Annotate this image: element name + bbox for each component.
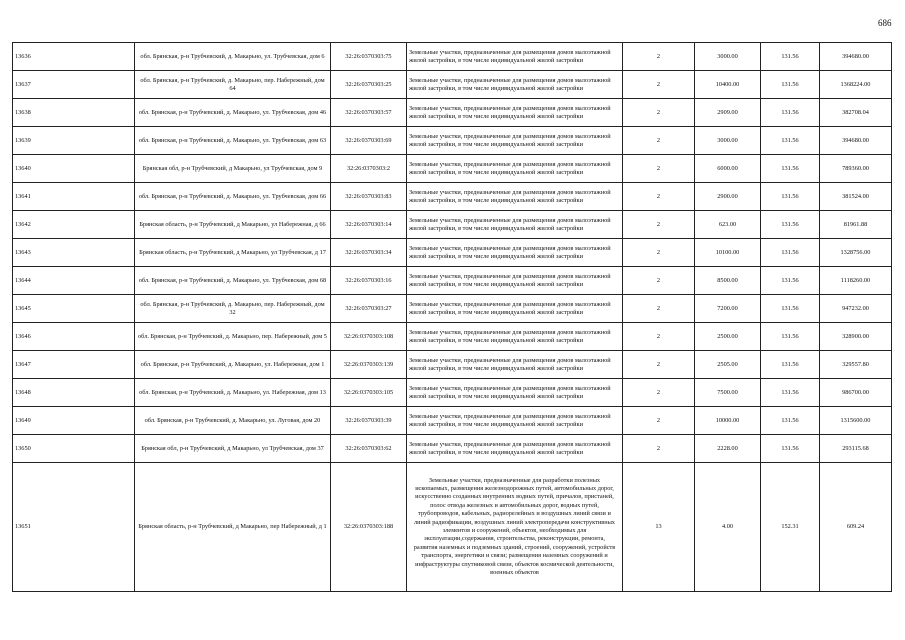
- permitted-use: Земельные участки, предназначенные для размещения домов малоэтажной жилой застройки, в том числе индивидуальной жилой застройки: [407, 211, 623, 239]
- table-row: [13, 463, 892, 592]
- address-cell: Брянская область, р-н Трубчевский, д Макарьно, ул Набережная, д 66: [135, 211, 331, 239]
- permitted-use: Земельные участки, предназначенные для размещения домов малоэтажной жилой застройки, в том числе индивидуальной жилой застройки: [407, 183, 623, 211]
- area-value: 3000.00: [695, 43, 761, 71]
- area-value: 623.00: [695, 211, 761, 239]
- address-cell: обл. Брянская, р-н Трубчевский, д. Макарьно, ул. Трубчевская, дом 66: [135, 183, 331, 211]
- row-number: 13648: [13, 379, 135, 407]
- category-code: 2: [623, 71, 695, 99]
- table-row: [13, 127, 892, 155]
- cadastral-value: 381524.00: [820, 183, 892, 211]
- category-code: 2: [623, 323, 695, 351]
- area-value: 2900.00: [695, 183, 761, 211]
- cadastral-number: 32:26:0370303:16: [331, 267, 407, 295]
- row-number: 13643: [13, 239, 135, 267]
- permitted-use: Земельные участки, предназначенные для размещения домов малоэтажной жилой застройки, в том числе индивидуальной жилой застройки: [407, 43, 623, 71]
- cadastral-value: 382708.04: [820, 99, 892, 127]
- area-value: 3000.00: [695, 127, 761, 155]
- address-cell: обл. Брянская, р-н Трубчевский, д. Макарьно, пер. Набережный, дом 32: [135, 295, 331, 323]
- area-value: 6000.00: [695, 155, 761, 183]
- cadastral-value: 789360.00: [820, 155, 892, 183]
- table-body: [13, 43, 892, 592]
- cadastral-value: 81961.88: [820, 211, 892, 239]
- specific-value: 131.56: [761, 127, 820, 155]
- cadastral-value: 329557.80: [820, 351, 892, 379]
- category-code: 2: [623, 379, 695, 407]
- cadastral-number: 32:26:0370303:34: [331, 239, 407, 267]
- address-cell: обл. Брянская, р-н Трубчевский, д. Макарьно, пер. Набережный, дом 64: [135, 71, 331, 99]
- area-value: 10100.00: [695, 239, 761, 267]
- area-value: 7200.00: [695, 295, 761, 323]
- table-row: [13, 295, 892, 323]
- permitted-use: Земельные участки, предназначенные для размещения домов малоэтажной жилой застройки, в том числе индивидуальной жилой застройки: [407, 99, 623, 127]
- address-cell: Брянская обл, р-н Трубчевский, д Макарьно, ул Трубчевская, дом 9: [135, 155, 331, 183]
- cadastral-value: 394680.00: [820, 43, 892, 71]
- specific-value: 131.56: [761, 323, 820, 351]
- permitted-use: Земельные участки, предназначенные для размещения домов малоэтажной жилой застройки, в том числе индивидуальной жилой застройки: [407, 379, 623, 407]
- cadastral-value: 1328756.00: [820, 239, 892, 267]
- page-number: 686: [878, 18, 892, 28]
- category-code: 13: [623, 463, 695, 592]
- specific-value: 131.56: [761, 99, 820, 127]
- cadastral-number: 32:26:0370303:188: [331, 463, 407, 592]
- area-value: 10400.00: [695, 71, 761, 99]
- permitted-use: Земельные участки, предназначенные для размещения домов малоэтажной жилой застройки, в том числе индивидуальной жилой застройки: [407, 407, 623, 435]
- permitted-use: Земельные участки, предназначенные для размещения домов малоэтажной жилой застройки, в том числе индивидуальной жилой застройки: [407, 295, 623, 323]
- specific-value: 131.56: [761, 379, 820, 407]
- category-code: 2: [623, 155, 695, 183]
- address-cell: обл. Брянская, р-н Трубчевский, д. Макарьно, ул. Набережная, дом 1: [135, 351, 331, 379]
- cadastral-value: 1118260.00: [820, 267, 892, 295]
- cadastral-value: 328900.00: [820, 323, 892, 351]
- table-row: [13, 407, 892, 435]
- row-number: 13639: [13, 127, 135, 155]
- address-cell: обл. Брянская, р-н Трубчевский, д. Макарьно, ул. Трубчевская, дом 6: [135, 43, 331, 71]
- cadastral-number: 32:26:0370303:62: [331, 435, 407, 463]
- permitted-use: Земельные участки, предназначенные для размещения домов малоэтажной жилой застройки, в том числе индивидуальной жилой застройки: [407, 323, 623, 351]
- table-row: [13, 435, 892, 463]
- permitted-use: Земельные участки, предназначенные для размещения домов малоэтажной жилой застройки, в том числе индивидуальной жилой застройки: [407, 351, 623, 379]
- cadastral-value: 1315600.00: [820, 407, 892, 435]
- cadastral-value: 394680.00: [820, 127, 892, 155]
- cadastral-number: 32:26:0370303:139: [331, 351, 407, 379]
- row-number: 13645: [13, 295, 135, 323]
- address-cell: обл. Брянская, р-н Трубчевский, д. Макарьно, ул. Трубчевская, дом 68: [135, 267, 331, 295]
- cadastral-number: 32:26:0370303:69: [331, 127, 407, 155]
- permitted-use: Земельные участки, предназначенные для размещения домов малоэтажной жилой застройки, в том числе индивидуальной жилой застройки: [407, 435, 623, 463]
- table-row: [13, 71, 892, 99]
- cadastral-number: 32:26:0370303:39: [331, 407, 407, 435]
- table-row: [13, 239, 892, 267]
- row-number: 13636: [13, 43, 135, 71]
- category-code: 2: [623, 43, 695, 71]
- area-value: 10000.00: [695, 407, 761, 435]
- area-value: 2228.00: [695, 435, 761, 463]
- cadastral-value: 947232.00: [820, 295, 892, 323]
- cadastral-value: 293115.68: [820, 435, 892, 463]
- area-value: 2909.00: [695, 99, 761, 127]
- area-value: 7500.00: [695, 379, 761, 407]
- row-number: 13642: [13, 211, 135, 239]
- area-value: 2505.00: [695, 351, 761, 379]
- category-code: 2: [623, 407, 695, 435]
- permitted-use: Земельные участки, предназначенные для размещения домов малоэтажной жилой застройки, в том числе индивидуальной жилой застройки: [407, 127, 623, 155]
- table-row: [13, 183, 892, 211]
- row-number: 13638: [13, 99, 135, 127]
- row-number: 13650: [13, 435, 135, 463]
- specific-value: 131.56: [761, 43, 820, 71]
- area-value: 8500.00: [695, 267, 761, 295]
- address-cell: обл. Брянская, р-н Трубчевский, д. Макарьно, ул. Трубчевская, дом 46: [135, 99, 331, 127]
- table-row: [13, 379, 892, 407]
- specific-value: 131.56: [761, 295, 820, 323]
- permitted-use: Земельные участки, предназначенные для размещения домов малоэтажной жилой застройки, в том числе индивидуальной жилой застройки: [407, 267, 623, 295]
- cadastral-number: 32:26:0370303:105: [331, 379, 407, 407]
- cadastral-value: 609.24: [820, 463, 892, 592]
- specific-value: 131.56: [761, 71, 820, 99]
- category-code: 2: [623, 267, 695, 295]
- cadastral-number: 32:26:0370303:14: [331, 211, 407, 239]
- land-register-table: [12, 42, 892, 592]
- address-cell: обл. Брянская, р-н Трубчевский, д. Макарьно, ул. Луговая, дом 20: [135, 407, 331, 435]
- row-number: 13646: [13, 323, 135, 351]
- category-code: 2: [623, 435, 695, 463]
- cadastral-number: 32:26:0370303:27: [331, 295, 407, 323]
- address-cell: Брянская область, р-н Трубчевский, д Макарьно, ул Трубчевская, д 17: [135, 239, 331, 267]
- specific-value: 131.56: [761, 267, 820, 295]
- row-number: 13649: [13, 407, 135, 435]
- table-row: [13, 211, 892, 239]
- permitted-use: Земельные участки, предназначенные для разработки полезных ископаемых, размещения железнодорожных путей, автомобильных дорог, искусственно созданных внутренних водных путей, причалов, пристаней, полос отвода железных и автомобильных дорог, водных путей, трубопроводов, кабельных, радиорелейных и воздушных линий связи и линий радиофикации, воздушных линий электропередачи конструктивных элементов и сооружений, объектов, необходимых для эксплуатации,содержания, строительства, реконструкции, ремонта, развития наземных и подземных зданий, строений, сооружений, устройств транспорта, энергетики и связи; размещения наземных сооружений и инфраструктуры спутниковой связи, объектов космической деятельности, военных объектов: [407, 463, 623, 592]
- category-code: 2: [623, 183, 695, 211]
- permitted-use: Земельные участки, предназначенные для размещения домов малоэтажной жилой застройки, в том числе индивидуальной жилой застройки: [407, 239, 623, 267]
- cadastral-number: 32:26:0370303:25: [331, 71, 407, 99]
- specific-value: 131.56: [761, 351, 820, 379]
- cadastral-number: 32:26:0370303:108: [331, 323, 407, 351]
- specific-value: 152.31: [761, 463, 820, 592]
- table-row: [13, 43, 892, 71]
- table-row: [13, 155, 892, 183]
- row-number: 13651: [13, 463, 135, 592]
- area-value: 2500.00: [695, 323, 761, 351]
- category-code: 2: [623, 295, 695, 323]
- cadastral-value: 1368224.00: [820, 71, 892, 99]
- table-row: [13, 267, 892, 295]
- specific-value: 131.56: [761, 407, 820, 435]
- row-number: 13637: [13, 71, 135, 99]
- permitted-use: Земельные участки, предназначенные для размещения домов малоэтажной жилой застройки, в том числе индивидуальной жилой застройки: [407, 155, 623, 183]
- category-code: 2: [623, 99, 695, 127]
- row-number: 13641: [13, 183, 135, 211]
- cadastral-value: 986700.00: [820, 379, 892, 407]
- cadastral-number: 32:26:0370303:83: [331, 183, 407, 211]
- specific-value: 131.56: [761, 435, 820, 463]
- category-code: 2: [623, 211, 695, 239]
- category-code: 2: [623, 351, 695, 379]
- area-value: 4.00: [695, 463, 761, 592]
- table-row: [13, 351, 892, 379]
- category-code: 2: [623, 127, 695, 155]
- table-row: [13, 323, 892, 351]
- permitted-use: Земельные участки, предназначенные для размещения домов малоэтажной жилой застройки, в том числе индивидуальной жилой застройки: [407, 71, 623, 99]
- address-cell: обл. Брянская, р-н Трубчевский, д. Макарьно, ул. Трубчевская, дом 63: [135, 127, 331, 155]
- address-cell: обл. Брянская, р-н Трубчевский, д. Макарьно, ул. Набережная, дом 13: [135, 379, 331, 407]
- address-cell: обл. Брянская, р-н Трубчевский, д. Макарьно, пер. Набережный, дом 5: [135, 323, 331, 351]
- category-code: 2: [623, 239, 695, 267]
- address-cell: Брянская область, р-н Трубчевский, д Макарьно, пер Набережный, д 1: [135, 463, 331, 592]
- specific-value: 131.56: [761, 211, 820, 239]
- row-number: 13647: [13, 351, 135, 379]
- row-number: 13640: [13, 155, 135, 183]
- address-cell: Брянская обл, р-н Трубчевский, д Макарьно, ул Трубчевская, дом 37: [135, 435, 331, 463]
- cadastral-number: 32:26:0370303:2: [331, 155, 407, 183]
- specific-value: 131.56: [761, 155, 820, 183]
- cadastral-number: 32:26:0370303:57: [331, 99, 407, 127]
- specific-value: 131.56: [761, 239, 820, 267]
- cadastral-number: 32:26:0370303:75: [331, 43, 407, 71]
- specific-value: 131.56: [761, 183, 820, 211]
- table-row: [13, 99, 892, 127]
- row-number: 13644: [13, 267, 135, 295]
